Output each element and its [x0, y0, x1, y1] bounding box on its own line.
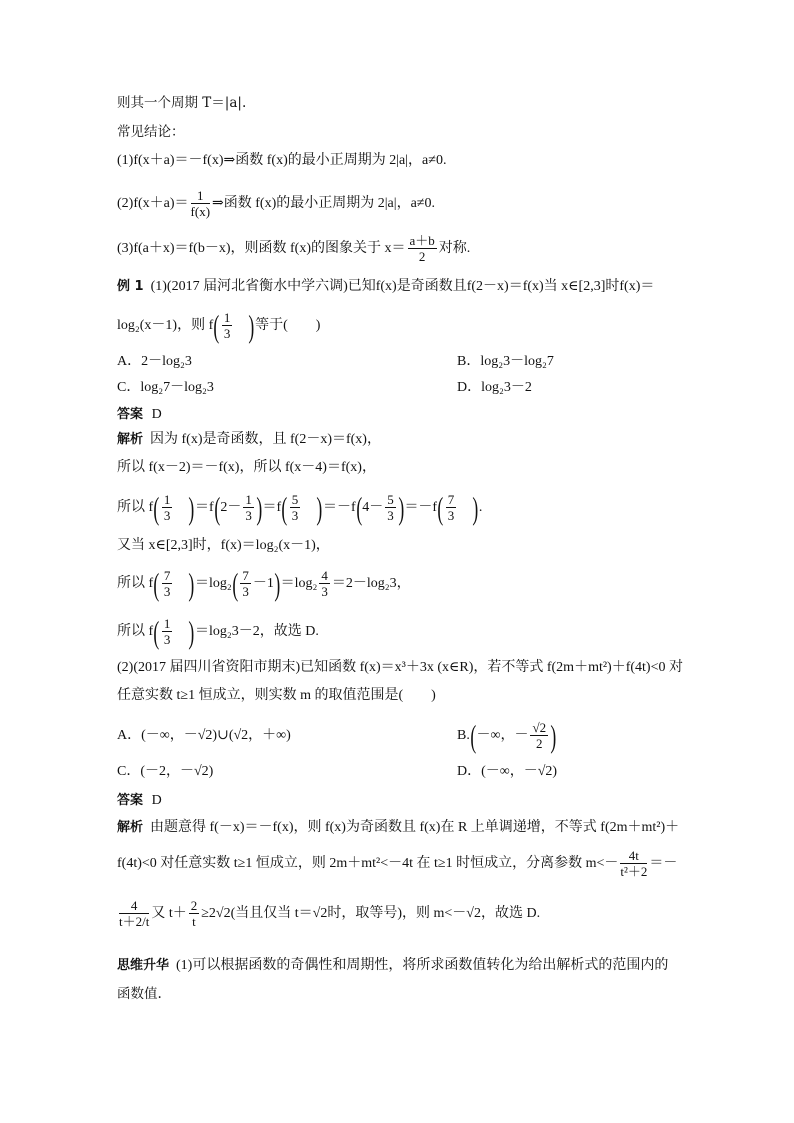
- text-line: (2)f(x＋a)＝ $\frac{1}{f(x)}$ ⇒函数 f(x)的最小正周期为 2|a|，a≠0.: [117, 188, 435, 220]
- example-heading: 例 1 (1)(2017 届河北省衡水中学六调)已知f(x)是奇函数且f(2－x)＝f(x)当 x∈[2,3]时f(x)＝: [117, 279, 655, 294]
- options-row: A．(－∞，－√2)∪(√2，＋∞) B.(－∞，－ $\frac{√2}{2}$ ): [117, 717, 557, 754]
- summary: 思维升华 (1)可以根据函数的奇偶性和周期性，将所求函数值转化为给出解析式的范围内的: [117, 958, 669, 973]
- text-line: (1)f(x＋a)＝－f(x)⇒函数 f(x)的最小正周期为 2|a|，a≠0.: [117, 153, 447, 168]
- solution-line: 所以 f( $\frac{1}{3}$ )＝f(2－ $\frac{1}{3}$ )＝f( $\frac{5}{3}$ )＝－f(4－ $\frac{5}{3}$ )＝－f( $\frac{7}{3}$ ).: [117, 489, 483, 526]
- solution-line: 所以 f( $\frac{7}{3}$ )＝log₂( $\frac{7}{3}$ －1)＝log₂ $\frac{4}{3}$ ＝2－log₂3，: [117, 565, 411, 602]
- text-line: (2)(2017 届四川省资阳市期末)已知函数 f(x)＝x³＋3x (x∈R)，若不等式 f(2m＋mt²)＋f(4t)<0 对: [117, 660, 683, 675]
- text-line: (3)f(a＋x)＝f(b－x)，则函数 f(x)的图象关于 x＝ $\frac{a+b}{2}$ 对称.: [117, 233, 471, 265]
- text-line: 常见结论：: [117, 124, 185, 140]
- solution-line: $\frac{4}{t+2/t}$ 又 t＋ $\frac{2}{t}$ ≥2√2(当且仅当 t＝√2时，取等号)，则 m<－√2，故选 D.: [119, 898, 541, 930]
- text-line: 则其一个周期 T＝|a|.: [117, 95, 247, 111]
- solution-line: 又当 x∈[2,3]时，f(x)＝log₂(x－1)，: [117, 538, 330, 553]
- text-line: 任意实数 t≥1 恒成立，则实数 m 的取值范围是( ): [117, 688, 436, 703]
- solution-line: 解析 由题意得 f(－x)＝－f(x)，则 f(x)为奇函数且 f(x)在 R 上单调递增，不等式 f(2m＋mt²)＋: [117, 820, 680, 835]
- fraction: $\frac{1}{f(x)}$: [190, 188, 211, 220]
- summary: 函数值.: [117, 986, 162, 1002]
- text-line: log₂(x－1)，则 f( $\frac{1}{3}$ )等于( ): [117, 307, 321, 344]
- options-row: A．2－log₂3 B．log₂3－log₂7: [117, 354, 554, 369]
- solution-line: 所以 f( $\frac{1}{3}$ )＝log₂3－2，故选 D.: [117, 613, 319, 650]
- options-row: C．log₂7－log₂3 D．log₂3－2: [117, 380, 532, 395]
- options-row: C．(－2，－√2) D．(－∞，－√2): [117, 764, 558, 779]
- solution-line: 所以 f(x－2)＝－f(x)，所以 f(x－4)＝f(x)，: [117, 460, 376, 475]
- fraction: $\frac{a+b}{2}$: [409, 233, 435, 265]
- solution-line: f(4t)<0 对任意实数 t≥1 恒成立，则 2m＋mt²<－4t 在 t≥1 时恒成立，分离参数 m<－ $\frac{4t}{\text{t²＋2}}$ ＝－: [117, 848, 678, 880]
- solution-line: 解析 因为 f(x)是奇函数，且 f(2－x)＝f(x)，: [117, 432, 381, 447]
- answer: 答案 D: [117, 793, 162, 808]
- answer: 答案 D: [117, 407, 162, 422]
